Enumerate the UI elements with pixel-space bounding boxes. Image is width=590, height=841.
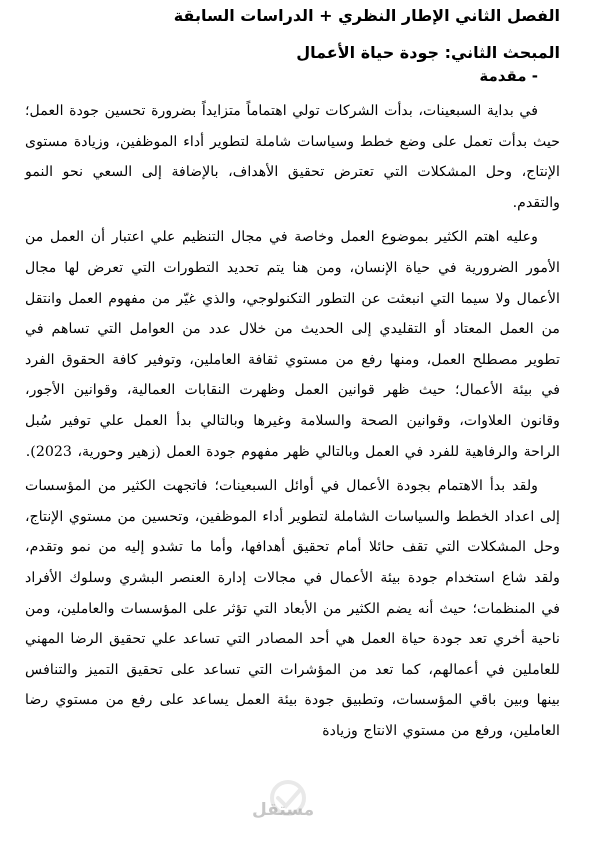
- paragraph-3: ولقد بدأ الاهتمام بجودة الأعمال في أوائل السبعينات؛ فاتجهت الكثير من المؤسسات إلى اعداد الخطط والسياسات الشاملة لتطوير أداء الموظفين، وتحسين من مستوي الإنتاج، وحل المشكلات التي تقف حائلا أمام تحقيق أهدافها، وأما ما تشدو إليه من نمو وتقدم، ولقد شاع استخدام جودة بيئة الأعمال في مجالات إدارة العنصر البشري وسلوك الأفراد في المنظمات؛ حيث أنه يضم الكثير من الأبعاد التي تؤثر على المؤسسات والعاملين، ومن ناحية أخري تعد جودة حياة العمل هي أحد المصادر التي تساعد علي تحقيق الرضا المهني للعاملين في أعمالهم، كما تعد من المؤشرات التي تساعد على تحقيق التميز والتنافس بينها وبين باقي المؤسسات، وتطبيق جودة بيئة العمل يساعد على رفع من مستوي رضا العاملين، ورفع من مستوي الانتاج وزيادة: [25, 478, 560, 739]
- sub-heading: - مقدمة: [479, 67, 538, 85]
- chapter-title: الفصل الثاني الإطار النظري + الدراسات السابقة: [173, 6, 560, 25]
- paragraph-2: وعليه اهتم الكثير بموضوع العمل وخاصة في مجال التنظيم علي اعتبار أن العمل من الأمور الضرورية في حياة الإنسان، ومن هنا يتم تحديد التطورات التي تعرض لها مجال الأعمال ولا سيما التي انبعثت عن التطور التكنولوجي، والذي غيّر من مفهوم العمل وانتقل من العمل المعتاد أو التقليدي إلى الحديث من خلال عدد من العوامل التي تساهم في تطوير مصطلح العمل، ومنها رفع من مستوي ثقافة العاملين، وتوفير كافة الحقوق الفرد في بيئة الأعمال؛ حيث ظهر قوانين العمل وظهرت النقابات العمالية، وقوانين الأجور، وقانون العلاوات، وقوانين الصحة والسلامة وغيرها وبالتالي بدأ العمل علي توفير سُبل الراحة والرفاهية للفرد في العمل وبالتالي ظهر مفهوم جودة العمل (زهير وحورية، 2023).: [25, 229, 560, 460]
- section-title: المبحث الثاني: جودة حياة الأعمال: [296, 43, 560, 62]
- watermark-text: مستقل: [252, 800, 315, 820]
- paragraph-1: في بداية السبعينات، بدأت الشركات تولي اهتماماً متزايداً بضرورة تحسين جودة العمل؛ حيث بدأت تعمل على وضع خطط وسياسات شاملة لتطوير أداء الموظفين، وزيادة مستوى الإنتاج، وحل المشكلات التي تعترض تحقيق الأهداف، بالإضافة إلى السعي نحو النمو والتقدم.: [25, 103, 560, 211]
